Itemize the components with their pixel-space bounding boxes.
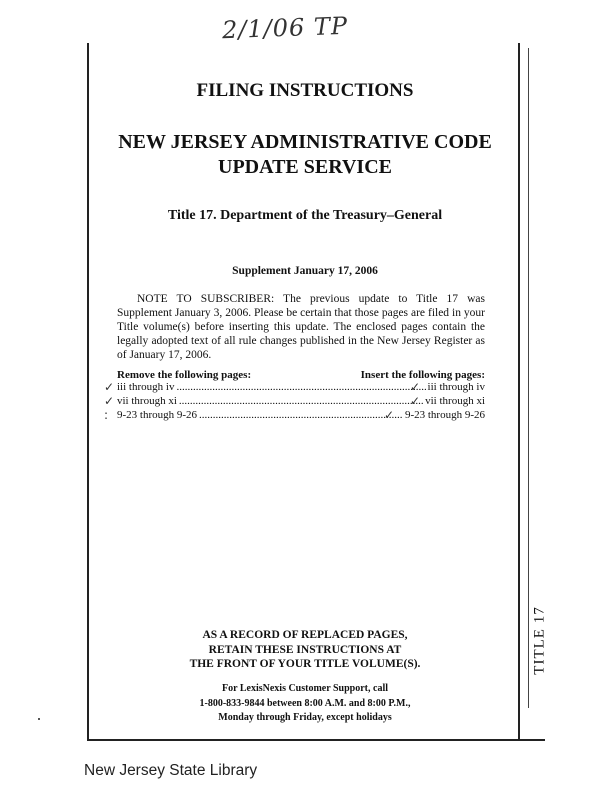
code-heading-line-2: UPDATE SERVICE (218, 156, 392, 178)
insert-pages: vii through xi (425, 395, 485, 407)
checkmark-icon: ✓ (410, 394, 421, 408)
code-heading (100, 130, 510, 180)
insert-pages: iii through iv (427, 381, 485, 393)
checkmark-icon: ✓ (104, 380, 115, 394)
remove-pages: vii through xi (117, 395, 177, 407)
library-footer: New Jersey State Library (84, 762, 258, 779)
retain-line: THE FRONT OF YOUR TITLE VOLUME(S). (189, 658, 421, 670)
code-heading-line-1: NEW JERSEY ADMINISTRATIVE CODE (118, 131, 492, 153)
remove-pages: iii through iv (117, 381, 175, 393)
scan-speck (38, 718, 40, 720)
table-row (117, 394, 485, 408)
checkmark-icon: ✓ (104, 394, 115, 408)
page-title: FILING INSTRUCTIONS (196, 80, 414, 101)
subtitle: Title 17. Department of the Treasury–General (167, 208, 443, 223)
note-to-subscriber: NOTE TO SUBSCRIBER: The previous update to Title 17 was Supplement January 3, 2006. Please be certain that those pages are filed in your Title volume(s) before inserting this update. The enclosed pages contain the legally adopted text of all rule changes published in the New Jersey Register as of January 17, 2006. (117, 293, 485, 361)
checkmark-icon: : (104, 408, 109, 422)
page-frame-left (87, 43, 89, 740)
supplement-date: Supplement January 17, 2006 (232, 265, 378, 277)
support-line: Monday through Friday, except holidays (218, 712, 392, 723)
insert-header: Insert the following pages: (360, 369, 485, 381)
checkmark-icon: ✓ (410, 380, 421, 394)
retain-line: RETAIN THESE INSTRUCTIONS AT (208, 643, 402, 656)
page-frame-bottom (87, 739, 545, 741)
dot-leader (199, 408, 403, 422)
dot-leader (179, 394, 423, 408)
checkmark-icon: ✓ (384, 408, 395, 422)
remove-pages: 9-23 through 9-26 (117, 409, 198, 421)
pages-table (117, 380, 485, 422)
table-row (117, 380, 485, 394)
support-line: For LexisNexis Customer Support, call (221, 683, 388, 694)
remove-header: Remove the following pages: (117, 369, 252, 381)
dot-leader (176, 380, 425, 394)
support-line: 1-800-833-9844 between 8:00 A.M. and 8:00 P.M., (199, 697, 411, 709)
retain-line: AS A RECORD OF REPLACED PAGES, (202, 629, 408, 641)
retain-notice (100, 628, 510, 672)
title-tab-label: TITLE 17 (531, 605, 548, 675)
support-info (100, 682, 510, 726)
table-row (117, 408, 485, 422)
insert-pages: 9-23 through 9-26 (404, 409, 485, 421)
handwritten-note: 2/1/06 TP (221, 11, 349, 45)
